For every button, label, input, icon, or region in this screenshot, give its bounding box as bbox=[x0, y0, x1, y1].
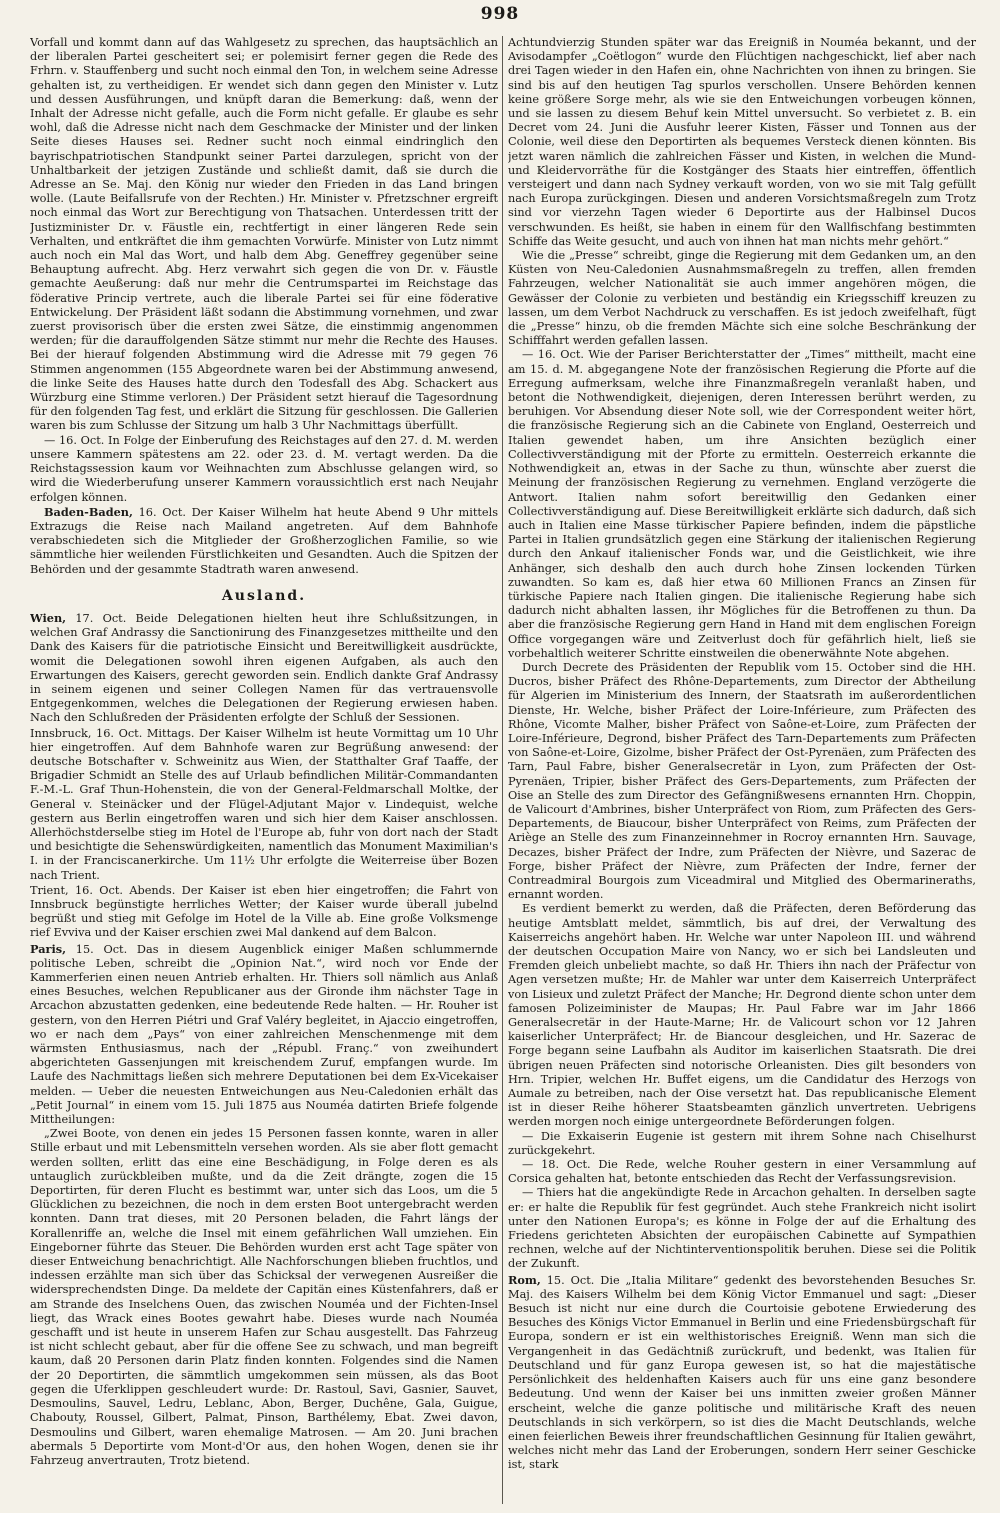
paragraph-text: 17. Oct. Beide Delegationen hielten heut ihre Schlußsitzungen, in welchen Graf Andrassy die Sanctionirung des Finanzgesetzes mittheilte und den Dank des Kaisers für die patriotische Einsicht und Bereitwilligkeit ausdrückte, womit die Delegationen sowohl ihren eigenen Aufgaben, als auch den Erwartungen des Kaisers, gerecht geworden sein. Endlich dankte Graf Andrassy in seinem eigenen und seiner Collegen Namen für das vertrauensvolle Entgegenkommen, welches die Delegationen der Regierung erwiesen haben. Nach den Schlußreden der Präsidenten erfolgte der Schluß der Sessionen. bbox=[30, 611, 498, 725]
paragraph-text: 16. Oct. Der Kaiser Wilhelm hat heute Abend 9 Uhr mittels Extrazugs die Reise nach Mailand angetreten. Auf dem Bahnhofe verabschiedeten sich die Mitglieder der Großherzoglichen Familie, so wie sämmtliche hier weilenden Fürstlichkeiten und Gesandten. Auch die Spitzen der Behörden und der gesammte Stadtrath waren anwesend. bbox=[30, 505, 498, 576]
dateline: Paris, bbox=[30, 941, 67, 956]
article-paragraph bbox=[30, 942, 498, 1128]
article-paragraph: Achtundvierzig Stunden später war das Ereigniß in Nouméa bekannt, und der Avisodampfer „Coëtlogon“ wurde den Flüchtigen nachgeschickt, lief aber nach drei Tagen wieder in den Hafen ein, ohne Nachrichten von ihnen zu bringen. Sie sind bis auf den heutigen Tag spurlos verschollen. Unsere Behörden kennen keine größere Sorge mehr, als wie sie den Entweichungen vorbeugen können, und sie lassen zu diesem Behuf kein Mittel unversucht. So verbietet z. B. ein Decret vom 24. Juni die Ausfuhr leerer Kisten, Fässer und Tonnen aus der Colonie, weil diese den Deportirten als bequemes Versteck dienen könnten. Bis jetzt waren nämlich die zahlreichen Fässer und Kisten, in welchen die Mund- und Kleidervorräthe für die Kostgänger des Staats hier eintreffen, öffentlich versteigert und dann nach Sydney verkauft worden, von wo sie mit Talg gefüllt nach Europa zurückgingen. Diesen und anderen Vorsichtsmaßregeln zum Trotz sind vor vierzehn Tagen wieder 6 Deportirte aus der Halbinsel Ducos verschwunden. Es heißt, sie haben in einem für den Wallfischfang bestimmten Schiffe das Weite gesucht, und auch von ihnen hat man nichts mehr gehört.“ bbox=[508, 36, 976, 248]
dateline: Wien, bbox=[30, 610, 67, 625]
article-paragraph: — Thiers hat die angekündigte Rede in Arcachon gehalten. In derselben sagte er: er halte die Republik für fest gegründet. Auch stehe Frankreich nicht isolirt unter den Nationen Europa's; es könne in Folge der auf die Erhaltung des Friedens gerichteten Absichten der europäischen Cabinette auf Sympathien rechnen, welche auf der Nichtinterventionspolitik beruhen. Diese sei die Politik der Zukunft. bbox=[508, 1186, 976, 1271]
article-paragraph: Durch Decrete des Präsidenten der Republik vom 15. October sind die HH. Ducros, bisher Präfect des Rhône-Departements, zum Director der Abtheilung für Algerien im Ministerium des Innern, der Staatsrath im außerordentlichen Dienste, Hr. Welche, bisher Präfect der Loire-Inférieure, zum Präfecten des Rhône, Vicomte Malher, bisher Präfect von Saône-et-Loire, zum Präfecten der Loire-Inférieure, Degrond, bisher Präfect des Tarn-Departements zum Präfecten von Saône-et-Loire, Gizolme, bisher Präfect der Ost-Pyrenäen, zum Präfecten des Tarn, Paul Fabre, bisher Generalsecretär in Lyon, zum Präfecten der Ost-Pyrenäen, Tripier, bisher Präfect des Gers-Departements, zum Präfecten der Oise an Stelle des zum Director des Gefängnißwesens ernannten Hrn. Choppin, de Valicourt d'Ambrines, bisher Unterpräfect von Riom, zum Präfecten des Gers-Departements, de Biaucour, bisher Unterpräfect von Reims, zum Präfecten der Ariège an Stelle des zum Finanzeinnehmer in Rocroy ernannten Hrn. Sauvage, Decazes, bisher Präfect der Indre, zum Präfecten der Nièvre, und Sazerac de Forge, bisher Präfect der Nièvre, zum Präfecten der Indre, ferner der Contreadmiral Bourgois zum Viceadmiral und Mitglied des Obermarineraths, ernannt worden. bbox=[508, 660, 976, 902]
article-paragraph bbox=[508, 1273, 976, 1473]
article-paragraph: Innsbruck, 16. Oct. Mittags. Der Kaiser Wilhelm ist heute Vormittag um 10 Uhr hier eingetroffen. Auf dem Bahnhofe waren zur Begrüßung anwesend: der deutsche Botschafter v. Schweinitz aus Wien, der Statthalter Graf Taaffe, der Brigadier Schmidt an Stelle des auf Urlaub befindlichen Militär-Commandanten F.-M.-L. Graf Thun-Hohenstein, die von der General-Feldmarschall Moltke, der General v. Steinäcker und der Flügel-Adjutant Major v. Lindequist, welche gestern aus Berlin eingetroffen waren und sich hier dem Kaiser anschlossen. Allerhöchstderselbe stieg im Hotel de l'Europe ab, fuhr von dort nach der Stadt und besichtigte die Sehenswürdigkeiten, namentlich das Monument Maximilian's I. in der Franciscanerkirche. Um 11½ Uhr erfolgte die Weiterreise über Bozen nach Trient. bbox=[30, 726, 498, 882]
article-paragraph: — 16. Oct. Wie der Pariser Berichterstatter der „Times“ mittheilt, macht eine am 15. d. M. abgegangene Note der französischen Regierung die Pforte auf die Erregung aufmerksam, welche ihre Finanzmaßregeln veranlaßt haben, und betont die Nothwendigkeit, diejenigen, deren Interessen berührt werden, zu beruhigen. Vor Absendung dieser Note soll, wie der Correspondent weiter hört, die französische Regierung sich an die Cabinete von England, Oesterreich und Italien gewendet haben, um ihre Ansichten bezüglich einer Collectivverständigung mit der Pforte zu ermitteln. Oesterreich erkannte die Nothwendigkeit an, etwas in der Sache zu thun, wünschte aber zuerst die Meinung der französischen Regierung zu vernehmen. England verzögerte die Antwort. Italien nahm sofort bereitwillig den Gedanken einer Collectivverständigung auf. Diese Bereitwilligkeit erklärte sich dadurch, daß sich auch in Italien eine Masse türkischer Papiere befinden, indem die päpstliche Partei in Italien grundsätzlich gegen eine Stärkung der italienischen Regierung durch den Ankauf italienischer Fonds war, und die Geistlichkeit, wie ihre Anhänger, sich deshalb den auch durch hohe Zinsen lockenden Türken zuwandten. So kam es, daß hier etwa 60 Millionen Francs an Zinsen für türkische Papiere nach Italien gingen. Die italienische Regierung habe sich dadurch nicht abhalten lassen, ihr Mögliches für die Betroffenen zu thun. Da aber die französische Regierung gern Hand in Hand mit dem englischen Foreign Office vorgegangen wäre und Zeitverlust doch für gefährlich hielt, ließ sie vorbehaltlich weiterer Schritte einstweilen die obenerwähnte Note abgehen. bbox=[508, 348, 976, 660]
article-paragraph: „Zwei Boote, von denen ein jedes 15 Personen fassen konnte, waren in aller Stille erbaut und mit Lebensmitteln versehen worden. Als sie aber flott gemacht werden sollten, erlitt das eine eine Beschädigung, in Folge deren es als untauglich zurückbleiben mußte, und da die Zeit drängte, zogen die 15 Deportirten, für deren Flucht es bestimmt war, unter sich das Loos, um die 5 Glücklichen zu bezeichnen, die noch in dem ersten Boot untergebracht werden konnten. Dann trat dieses, mit 20 Personen beladen, die Fahrt längs der Korallenriffe an, welche die Insel mit einem gefährlichen Wall umziehen. Ein Eingeborner führte das Steuer. Die Behörden wurden erst acht Tage später von dieser Entweichung benachrichtigt. Alle Nachforschungen blieben fruchtlos, und indessen erzählte man sich über das Schicksal der verwegenen Ausreißer die widersprechendsten Dinge. Da meldete der Capitän eines Küstenfahrers, daß er am Strande des Inselchens Ouen, das zwischen Nouméa und der Fichten-Insel liegt, das Wrack eines Bootes gewahrt habe. Dieses wurde nach Nouméa geschafft und ist heute in unserem Hafen zur Schau ausgestellt. Das Fahrzeug ist nicht schlecht gebaut, aber für die offene See zu schwach, und man begreift kaum, daß 20 Personen darin Platz finden konnten. Folgendes sind die Namen der 20 Deportirten, die sämmtlich umgekommen sein müssen, als das Boot gegen die Uferklippen geschleudert wurde: Dr. Rastoul, Savi, Gasnier, Sauvet, Desmoulins, Sauvel, Ledru, Leblanc, Abon, Berger, Duchêne, Gala, Guigue, Chabouty, Roussel, Gilbert, Palmat, Pinson, Barthélemy, Ebat. Zwei davon, Desmoulins und Gilbert, waren ehemalige Matrosen. — Am 20. Juni brachen abermals 5 Deportirte vom Mont-d'Or aus, den hohen Wogen, denen sie ihr Fahrzeug anvertrauten, Trotz bietend. bbox=[30, 1127, 498, 1467]
article-paragraph: Vorfall und kommt dann auf das Wahlgesetz zu sprechen, das hauptsächlich an der liberalen Partei gescheitert sei; er polemisirt ferner gegen die Rede des Frhrn. v. Stauffenberg und sucht noch einmal den Ton, in welchem seine Adresse gehalten ist, zu vertheidigen. Er wendet sich dann gegen den Minister v. Lutz und dessen Ausführungen, und knüpft daran die Bemerkung: daß, wenn der Inhalt der Adresse nicht gefalle, auch die Form nicht gefalle. Er glaube es sehr wohl, daß die Adresse nicht nach dem Geschmacke der Minister und der linken Seite dieses Hauses sei. Redner sucht noch einmal eindringlich den bayrischpatriotischen Standpunkt seiner Partei darzulegen, spricht von der Unhaltbarkeit der jetzigen Zustände und schließt damit, daß sie durch die Adresse an Se. Maj. den König nur wieder den Frieden in das Land bringen wolle. (Laute Beifallsrufe von der Rechten.) Hr. Minister v. Pfretzschner ergreift noch einmal das Wort zur Berechtigung von Thatsachen. Unterdessen tritt der Justizminister Dr. v. Fäustle ein, rechtfertigt in einer längeren Rede sein Verhalten, und entkräftet die ihm gemachten Vorwürfe. Minister von Lutz nimmt auch noch ein Mal das Wort, und halb dem Abg. Geneffrey gegenüber seine Behauptung aufrecht. Abg. Herz verwahrt sich gegen die von Dr. v. Fäustle gemachte Aeußerung: daß nur mehr die Centrumspartei im Reichstage das föderative Princip vertrete, auch die liberale Partei sei für eine föderative Entwickelung. Der Präsident läßt sodann die Abstimmung vornehmen, und zwar zuerst provisorisch über die ersten zwei Sätze, die einstimmig angenommen werden; für die darauffolgenden Sätze stimmt nur mehr die Rechte des Hauses. Bei der hierauf folgenden Abstimmung wird die Adresse mit 79 gegen 76 Stimmen angenommen (155 Abgeordnete waren bei der Abstimmung anwesend, die linke Seite des Hauses hatte durch den Todesfall des Abg. Schackert aus Würzburg eine Stimme verloren.) Der Präsident setzt hierauf die Tagesordnung für den folgenden Tag fest, und erklärt die Sitzung für geschlossen. Die Gallerien waren bis zum Schlusse der Sitzung um halb 3 Uhr Nachmittags überfüllt. bbox=[30, 36, 498, 433]
article-paragraph: — Die Exkaiserin Eugenie ist gestern mit ihrem Sohne nach Chiselhurst zurückgekehrt. bbox=[508, 1129, 976, 1157]
paragraph-text: 15. Oct. Die „Italia Militare“ gedenkt des bevorstehenden Besuches Sr. Maj. des Kaisers Wilhelm bei dem König Victor Emmanuel und sagt: „Dieser Besuch ist nicht nur eine durch die Courtoisie gebotene Erwiederung des Besuches des Königs Victor Emmanuel in Berlin und eine Friedensbürgschaft für Europa, sondern er ist ein welthistorisches Ereigniß. Wenn man sich die Vergangenheit in das Gedächtniß zurückruft, und bedenkt, was Italien für Deutschland und für ganz Europa gewesen ist, so hat die majestätische Persönlichkeit des heldenhaften Kaisers auch für uns eine ganz besondere Bedeutung. Und wenn der Kaiser bei uns inmitten zweier großen Männer erscheint, welche die ganze politische und militärische Kraft des neuen Deutschlands in sich verkörpern, so ist dies die Macht Deutschlands, welche einen feierlichen Beweis ihrer freundschaftlichen Gesinnung für Italien gewährt, welches nicht mehr das Land der Eroberungen, sondern Herr seiner Geschicke ist, stark bbox=[508, 1273, 976, 1472]
column-divider bbox=[502, 36, 503, 1504]
article-paragraph bbox=[30, 611, 498, 726]
page-number: 998 bbox=[480, 4, 520, 24]
right-column bbox=[508, 36, 976, 1504]
article-paragraph: Trient, 16. Oct. Abends. Der Kaiser ist eben hier eingetroffen; die Fahrt von Innsbruck begünstigte herrliches Wetter; der Kaiser wurde überall jubelnd begrüßt und stieg mit Gefolge im Hotel de la Ville ab. Eine große Volksmenge rief Evviva und der Kaiser erschien zwei Mal dankend auf dem Balcon. bbox=[30, 883, 498, 940]
article-paragraph: Es verdient bemerkt zu werden, daß die Präfecten, deren Beförderung das heutige Amtsblatt meldet, sämmtlich, bis auf drei, der Verwaltung des Kaiserreichs angehört haben. Hr. Welche war unter Napoleon III. und während der deutschen Occupation Maire von Nancy, wo er sich bei Landsleuten und Fremden gleich unbeliebt machte, so daß Hr. Thiers ihn nach der Präfectur von Agen versetzen mußte; Hr. de Mahler war unter dem Kaiserreich Unterpräfect von Lisieux und zuletzt Präfect der Manche; Hr. Degrond diente schon unter dem famosen Polizeiminister de Maupas; Hr. Paul Fabre war im Jahr 1866 Generalsecretär in der Haute-Marne; Hr. de Valicourt schon vor 12 Jahren kaiserlicher Unterpräfect; Hr. de Biancour desgleichen, und Hr. Sazerac de Forge begann seine Laufbahn als Auditor im kaiserlichen Staatsrath. Die drei übrigen neuen Präfecten sind notorische Orleanisten. Dies gilt besonders von Hrn. Tripier, welchen Hr. Buffet eigens, um die Candidatur des Herzogs von Aumale zu betreiben, nach der Oise versetzt hat. Das republicanische Element ist in dieser Reihe höherer Staatsbeamten gänzlich unvertreten. Uebrigens werden morgen noch einige untergeordnete Beförderungen folgen. bbox=[508, 902, 976, 1129]
left-column bbox=[30, 36, 498, 1504]
dateline: Rom, bbox=[508, 1272, 541, 1287]
dateline: Baden-Baden, bbox=[44, 504, 133, 519]
article-paragraph: — 16. Oct. In Folge der Einberufung des Reichstages auf den 27. d. M. werden unsere Kammern spätestens am 22. oder 23. d. M. vertagt werden. Da die Reichstagssession kaum vor Weihnachten zum Abschlusse gelangen wird, so wird die Wiederberufung unserer Kammern voraussichtlich erst nach Neujahr erfolgen können. bbox=[30, 433, 498, 504]
paragraph-text: 15. Oct. Das in diesem Augenblick einiger Maßen schlummernde politische Leben, schreibt die „Opinion Nat.“, wird noch vor Ende der Kammerferien einen neuen Antrieb erhalten. Hr. Thiers soll nämlich aus Anlaß eines Besuches, welchen Republicaner aus der Gironde ihm nächster Tage in Arcachon abzustatten gedenken, eine bedeutende Rede halten. — Hr. Rouher ist gestern, von den Herren Piétri und Graf Valéry begleitet, in Ajaccio eingetroffen, wo er nach dem „Pays“ von einer zahlreichen Menschenmenge mit dem wärmsten Enthusiasmus, nach der „Républ. Franç.“ von zweihundert abgerichteten Gassenjungen mit kreischendem Zuruf, empfangen wurde. Im Laufe des Nachmittags ließen sich mehrere Deputationen bei dem Ex-Vicekaiser melden. — Ueber die neuesten Entweichungen aus Neu-Caledonien erhält das „Petit Journal“ in einem vom 15. Juli 1875 aus Nouméa datirten Briefe folgende Mittheilungen: bbox=[30, 942, 498, 1127]
article-paragraph: Wie die „Presse“ schreibt, ginge die Regierung mit dem Gedanken um, an den Küsten von Neu-Caledonien Ausnahmsmaßregeln zu treffen, allen fremden Fahrzeugen, welcher Nationalität sie auch immer angehören mögen, die Gewässer der Colonie zu verbieten und beständig ein Kriegsschiff kreuzen zu lassen, um dem Verbot Nachdruck zu verschaffen. Es ist jedoch zweifelhaft, fügt die „Presse“ hinzu, ob die fremden Mächte sich eine solche Beschränkung der Schifffahrt werden gefallen lassen. bbox=[508, 249, 976, 348]
section-heading: Ausland. bbox=[221, 587, 307, 604]
article-paragraph bbox=[30, 505, 498, 577]
article-paragraph: — 18. Oct. Die Rede, welche Rouher gestern in einer Versammlung auf Corsica gehalten hat, betonte entschieden das Recht der Verfassungsrevision. bbox=[508, 1158, 976, 1186]
